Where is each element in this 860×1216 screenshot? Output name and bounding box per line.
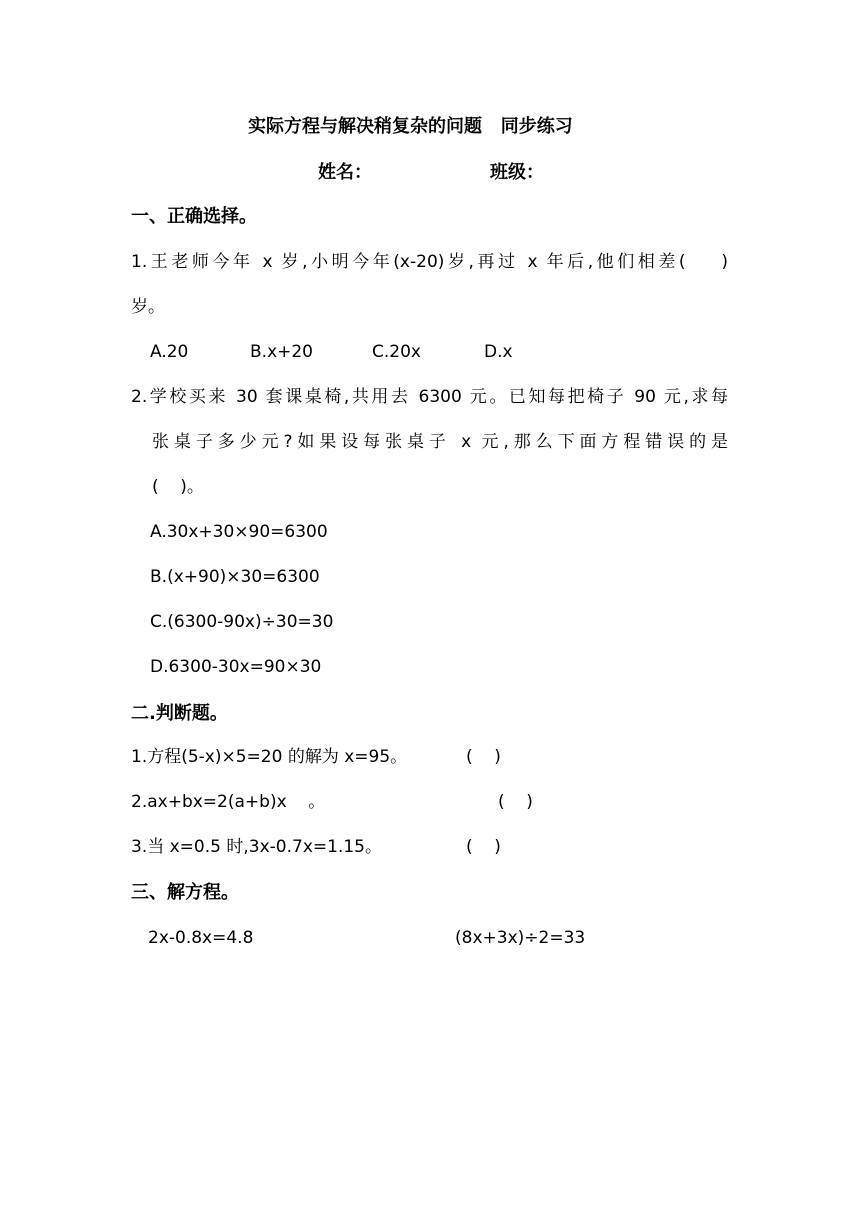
q1-line-1: 1.王老师今年 x 岁,小明今年(x-20)岁,再过 x 年后,他们相差( ) — [131, 252, 728, 272]
section-3-heading: 三、解方程。 — [131, 882, 239, 903]
judge-item-3: 3.当 x=0.5 时,3x-0.7x=1.15。 — [131, 837, 382, 857]
judge-item-2: 2.ax+bx=2(a+b)x 。 — [131, 792, 326, 812]
q2-line-1: 2.学校买来 30 套课桌椅,共用去 6300 元。已知每把椅子 90 元,求每 — [131, 387, 728, 407]
q2-option-d: D.6300-30x=90×30 — [150, 657, 322, 677]
q1-line-2: 岁。 — [131, 297, 165, 317]
judge-item-1-paren: ( ) — [466, 747, 501, 767]
judge-item-1: 1.方程(5-x)×5=20 的解为 x=95。 — [131, 747, 408, 767]
q1-option-a: A.20 — [150, 342, 189, 362]
q2-option-a: A.30x+30×90=6300 — [150, 522, 328, 542]
q2-line-2: 张桌子多少元?如果设每张桌子 x 元,那么下面方程错误的是 — [152, 432, 728, 452]
q1-option-d: D.x — [484, 342, 513, 362]
judge-item-3-paren: ( ) — [466, 837, 501, 857]
equation-2: (8x+3x)÷2=33 — [455, 928, 586, 948]
name-label: 姓名： — [318, 162, 372, 183]
equation-1: 2x-0.8x=4.8 — [148, 928, 254, 948]
section-1-heading: 一、正确选择。 — [131, 206, 257, 227]
section-2-heading: 二.判断题。 — [131, 703, 228, 724]
q2-line-3: ( )。 — [152, 477, 204, 497]
q2-option-c: C.(6300-90x)÷30=30 — [150, 612, 334, 632]
q2-option-b: B.(x+90)×30=6300 — [150, 567, 320, 587]
q1-option-b: B.x+20 — [250, 342, 314, 362]
q1-option-c: C.20x — [372, 342, 421, 362]
worksheet-title: 实际方程与解决稍复杂的问题 同步练习 — [248, 116, 573, 137]
class-label: 班级： — [490, 162, 544, 183]
judge-item-2-paren: ( ) — [498, 792, 533, 812]
